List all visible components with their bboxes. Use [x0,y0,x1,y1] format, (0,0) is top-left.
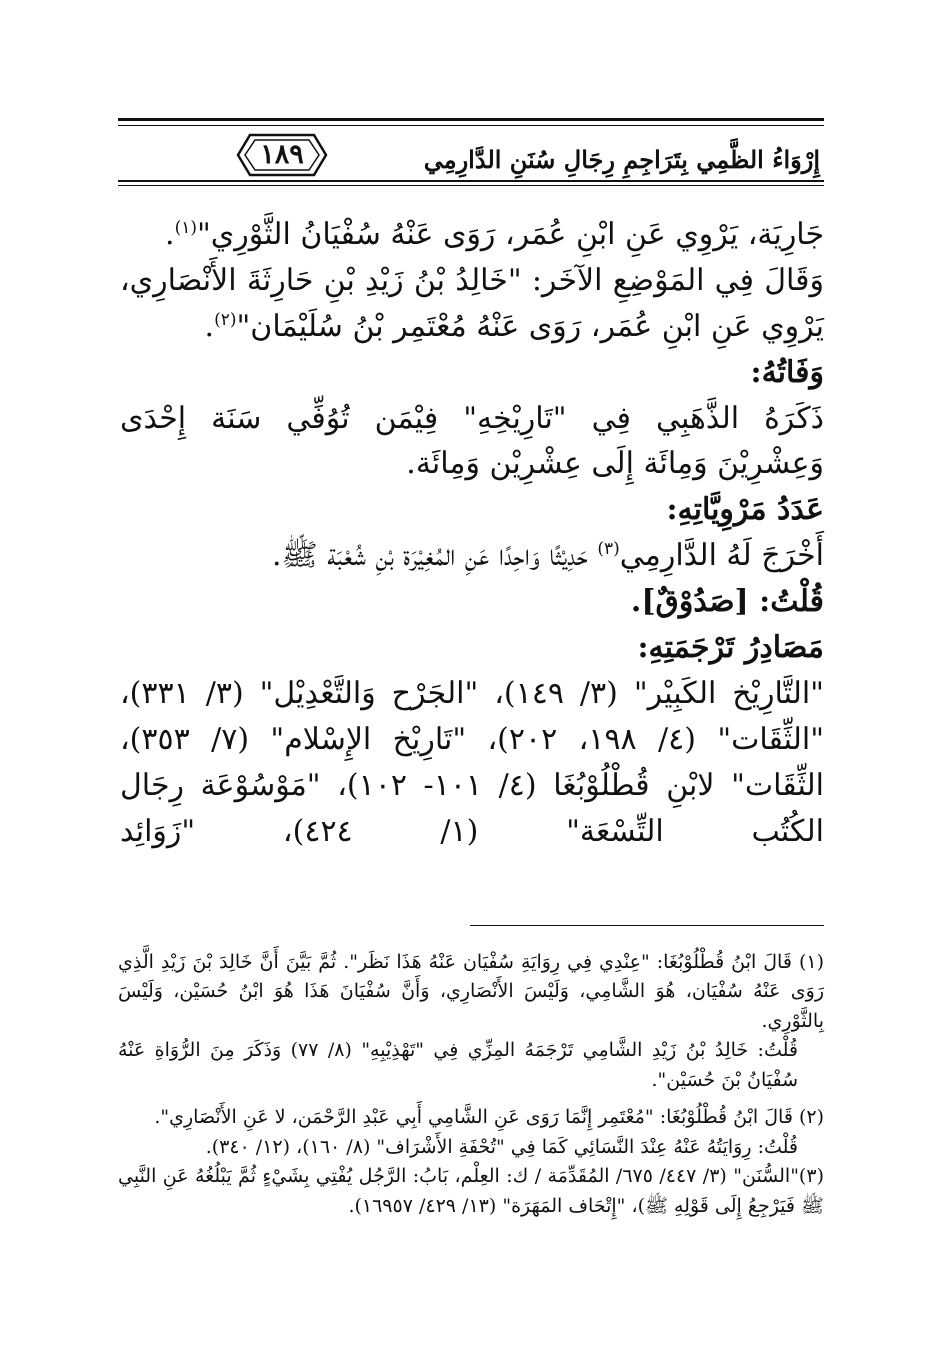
header-rule-top-thin [118,125,824,126]
heading-death: وَفَاتُهُ: [750,354,824,390]
footnote-1-note: قُلْتُ: خَالِدُ بْنُ زَيْدِ الشَّامِي تَرْجَمَهُ المِزِّي فِي "تَهْذِيْبِهِ" (٨/ ٧٧) وَذَكَرَ مِنَ الرُّوَاةِ عَنْهُ سُفْيَانُ بْنَ حُسَيْن". [118,1039,798,1091]
header-rule-top [118,118,824,121]
heading-sources: مَصَادِرُ تَرْجَمَتِهِ: [637,630,824,666]
running-title: إِرْوَاءُ الظَّمِي بِتَرَاجِمِ رِجَالِ سُنَنِ الدَّارِمِي [423,145,820,174]
footnotes [118,948,824,1221]
footnote-2: (٢) قَالَ ابْنُ قُطْلُوْبُغَا: "مُعْتَمِر إِنَّمَا رَوَى عَنِ الشَّامِي أَبِي عَبْدِ الرَّحْمَن، لا عَنِ الأَنْصَارِي". [154,1106,824,1129]
footnote-2-note: قُلْتُ: رِوَايَتُهُ عَنْهُ عِنْدَ النَّسَائِي كَمَا فِي "تُحْفَةِ الأَشْرَاف" (٨/ ١٦٠)، (١٢/ ٣٤٠). [205,1135,798,1158]
heading-narrations-count: عَدَدُ مَرْوِيَّاتِهِ: [666,492,824,528]
footnote-1: (١) قَالَ ابْنُ قُطْلُوْبُغَا: "عِنْدِي فِي رِوَايَةِ سُفْيَان عَنْهُ هَذَا نَظَر". ثُمَّ بَيَّنَ أَنَّ خَالِدَ بْنَ زَيْدِ الَّذِي رَوَى عَنْهُ سُفْيَان، هُوَ الشَّامِي، وَلَيْسَ الأَنْصَارِي، وَأَنَّ سُفْيَانَ هَذَا هُوَ ابْنُ حُسَيْن، وَلَيْسَ بِالثَّوْرِي. [118,951,824,1032]
header-rule-bottom [118,180,824,182]
paragraph-sources: "التَّارِيْخ الكَبِيْر" (٣/ ١٤٩)، "الجَرْح وَالتَّعْدِيْل" (٣/ ٣٣١)، "الثِّقَات" (٤/ ١٩٨، ٢٠٢)، "تَارِيْخ الإِسْلام" (٧/ ٣٥٣)، الثِّقَات" لابْنِ قُطْلُوْبُغَا (٤/ ١٠١- ١٠٢)، "مَوْسُوْعَة رِجَال الكُتُب التِّسْعَة" (١/ ٤٢٤)، "زَوَائِد [120,675,825,849]
footnote-ref-2[interactable]: (٢) [214,309,237,330]
header-rule-bottom-thin [118,185,824,186]
footnote-ref-3[interactable]: (٣) [597,539,620,560]
paragraph-3: ذَكَرَهُ الذَّهَبِي فِي "تَارِيْخِهِ" فِيْمَن تُوُفِّي سَنَة إِحْدَى وَعِشْرِيْنَ وَمِائَة إِلَى عِشْرِيْن وَمِائَة. [120,400,824,482]
paragraph-2: وَقَالَ فِي المَوْضِعِ الآخَر: "خَالِدُ بْنُ زَيْدِ بْنِ حَارِثَةَ الأَنْصَارِي، يَرْوِي عَنِ ابْنِ عُمَر، رَوَى عَنْهُ مُعْتَمِر بْنُ سُلَيْمَان"$^{(٢)}$. [120,262,824,344]
page-number-ornament [236,133,328,177]
paragraph-4: أَخْرَجَ لَهُ الدَّارِمِي$^{(٣)}$ حَدِيْثًا وَاحِدًا عَنِ المُغِيْرَة بْنِ شُعْبَة ﷺ. [271,538,824,574]
page-number: ١٨٩ [260,139,304,170]
footnote-3: (٣)"السُّنَن" (٣/ ٤٤٧/ ٦٧٥/ المُقَدِّمَة / ك: العِلْم، بَابُ: الرَّجُل يُفْتِي بِشَيْءٍ ثُمَّ يَبْلُغُهُ عَنِ النَّبِي ﷺ فَيَرْجِعُ إِلَى قَوْلِهِ ﷺ)، "إِتْحَاف المَهَرَة" (١٣/ ٤٢٩/ ١٦٩٥٧). [118,1165,824,1217]
footnote-separator [470,925,824,926]
verdict: قُلْتُ: [صَدُوْقٌ]. [630,584,824,620]
main-text [120,212,824,854]
footnote-ref-1[interactable]: (١) [174,218,197,238]
paragraph-1: جَارِيَة، يَرْوِي عَنِ ابْنِ عُمَر، رَوَى عَنْهُ سُفْيَانُ الثَّوْرِي"$^{(١)}$. [165,217,824,252]
